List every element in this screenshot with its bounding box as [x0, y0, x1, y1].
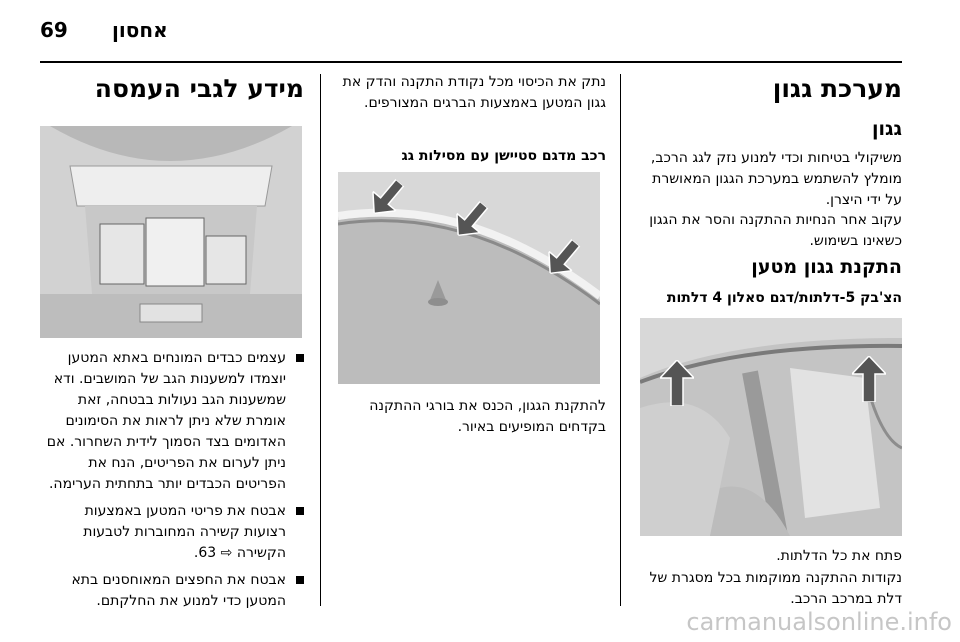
subsection-title-roof-rack: גגון [871, 118, 902, 140]
bullet-item: אבטח את פריטי המטען באמצעות רצועות קשירה המחוברות לטבעות הקשירה ⇨ 63. [40, 501, 304, 564]
column-divider-right [620, 74, 621, 606]
arrow-icon [456, 200, 486, 244]
page-header-title: אחסון [112, 18, 168, 42]
section-title-loading-info: מידע לגבי העמסה [94, 74, 304, 103]
door-caption-2: נקודות ההתקנה ממוקמות בכל מסגרת של דלת במרכב הרכב. [649, 570, 902, 607]
roof-rail-illustration [338, 172, 600, 384]
station-wagon-subtitle: רכב מדגם סטיישן עם מסילות גג [401, 148, 606, 164]
site-watermark: carmanualsonline.info [686, 608, 952, 636]
arrow-icon [660, 360, 694, 410]
station-wagon-caption: להתקנת הגגון, הכנס את בורגי ההתקנה בקדחים המופיעים באיור. [369, 398, 606, 435]
bullet-item: אבטח את החפצים המאוחסנים בתא המטען כדי למנוע את החלקתם. [40, 570, 304, 612]
door-frame-illustration [640, 318, 902, 536]
hatchback-sedan-subtitle: הצ'בק 5-דלתות/דגם סאלון 4 דלתות [666, 290, 902, 306]
luggage-drawing [40, 126, 302, 338]
arrow-icon [548, 238, 578, 282]
roof-rack-paragraph-1: משיקולי בטיחות וכדי למנוע נזק לגג הרכב, מומלץ להשתמש במערכת הגגון המאושרת על ידי היצרן. [650, 150, 902, 208]
door-caption-1: פתח את כל הדלתות. [776, 548, 902, 564]
header-rule [40, 61, 902, 63]
column-divider-left [320, 74, 321, 606]
install-title: התקנת גגון מטען [751, 256, 902, 278]
attach-instructions: נתק את הכיסוי מכל נקודת התקנה והדק את גגון המטען באמצעות הברגים המצורפים. [342, 74, 606, 111]
page-number: 69 [40, 18, 68, 42]
roof-rack-paragraph-2: עקוב אחר הנחיות ההתקנה והסר את הגגון כשאינו בשימוש. [649, 212, 902, 249]
bullet-item: עצמים כבדים המונחים באתא המטען יוצמדו למשענות הגב של המושבים. ודא שמשענות הגב נעולות בבטחה, זאת אומרת שלא ניתן לראות את הסימונים האדומים בצד הסמוך לידית השחרור. אם ניתן לערום את הפריטים, הנח את הפריטים הכבדים יותר בתחתית הערימה. [40, 348, 304, 495]
arrow-icon [852, 356, 886, 406]
luggage-compartment-illustration [40, 126, 302, 338]
door-frame-drawing [640, 318, 902, 536]
section-title-roof-rack-system: מערכת גגון [772, 74, 902, 103]
arrow-icon [372, 178, 402, 222]
loading-bullet-list [40, 348, 304, 618]
